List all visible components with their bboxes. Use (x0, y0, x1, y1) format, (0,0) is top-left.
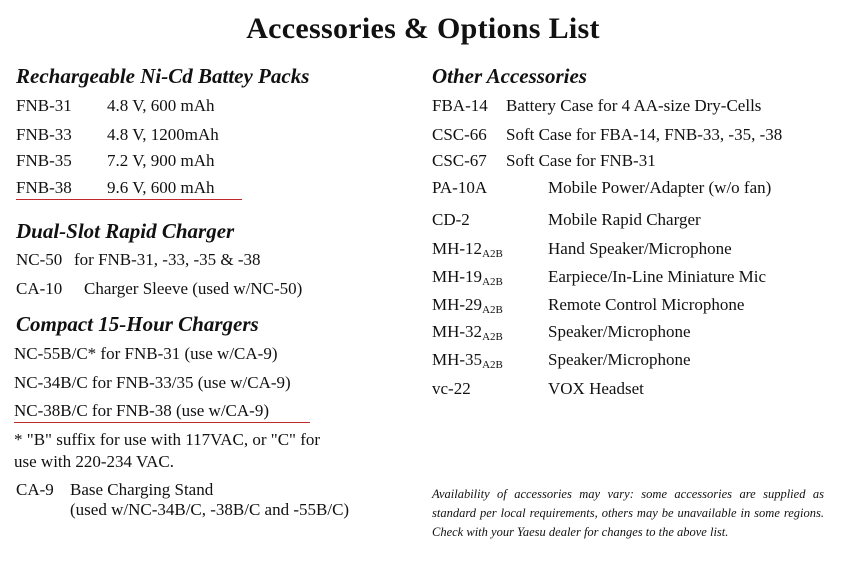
availability-note: Availability of accessories may vary: some accessories are supplied as standard per local requirements, others may be unavailable in some regions. Check with your Yaesu dealer for changes to the above list. (432, 487, 824, 539)
dual-charger-desc: for FNB-31, -33, -35 & -38 (74, 250, 261, 269)
accessory-desc: Earpiece/In-Line Miniature Mic (548, 267, 767, 286)
dual-charger-heading: Dual-Slot Rapid Charger (16, 219, 235, 243)
page-title: Accessories & Options List (246, 12, 600, 45)
accessory-model (432, 238, 503, 265)
accessory-model-base: MH-12 (432, 239, 483, 258)
accessory-desc: Speaker/Microphone (548, 322, 691, 341)
compact-charger-text: NC-55B/C* for FNB-31 (use w/CA-9) (14, 344, 278, 363)
accessory-desc: Mobile Rapid Charger (548, 210, 701, 229)
accessory-model (432, 321, 503, 348)
accessory-model-suffix: A2B (482, 331, 503, 343)
accessory-model: CSC-67 (432, 151, 487, 170)
compact-charger-row (14, 400, 310, 423)
other-accessories-heading: Other Accessories (432, 64, 587, 88)
battery-spec: 7.2 V, 900 mAh (107, 151, 215, 170)
accessory-model-base: MH-35 (432, 350, 483, 369)
accessory-model-suffix: A2B (482, 304, 503, 316)
charging-stand-desc: Base Charging Stand (70, 480, 214, 499)
battery-model: FNB-33 (16, 125, 72, 144)
accessory-model-suffix: A2B (482, 276, 503, 288)
battery-spec: 4.8 V, 1200mAh (107, 125, 219, 144)
battery-spec: 4.8 V, 600 mAh (107, 96, 215, 115)
accessory-model: vc-22 (432, 379, 471, 398)
voltage-footnote-line1: * "B" suffix for use with 117VAC, or "C" for (14, 430, 321, 449)
accessory-model (432, 294, 503, 321)
accessory-model (432, 266, 503, 293)
accessory-model-suffix: A2B (482, 248, 503, 260)
battery-spec: 9.6 V, 600 mAh (107, 178, 215, 197)
accessory-desc: VOX Headset (548, 379, 644, 398)
accessory-desc: Speaker/Microphone (548, 350, 691, 369)
charging-stand-usage-text: (used w/NC-34B/C, -38B/C and -55B/C) (70, 500, 350, 519)
battery-model: FNB-35 (16, 151, 72, 170)
accessory-desc: Mobile Power/Adapter (w/o fan) (548, 178, 772, 197)
battery-heading: Rechargeable Ni-Cd Battey Packs (16, 64, 310, 88)
accessory-model-base: MH-29 (432, 295, 483, 314)
accessory-model (432, 349, 503, 376)
dual-charger-model: CA-10 (16, 279, 63, 298)
dual-charger-desc: Charger Sleeve (used w/NC-50) (84, 279, 303, 298)
dual-charger-model: NC-50 (16, 250, 63, 269)
battery-model: FNB-31 (16, 96, 72, 115)
battery-model: FNB-38 (16, 178, 72, 197)
accessory-desc: Hand Speaker/Microphone (548, 239, 732, 258)
compact-charger-text: NC-34B/C for FNB-33/35 (use w/CA-9) (14, 373, 291, 392)
accessory-desc: Remote Control Microphone (548, 295, 745, 314)
accessory-model: FBA-14 (432, 96, 488, 115)
accessory-model-base: MH-19 (432, 267, 483, 286)
accessory-model: CD-2 (432, 210, 470, 229)
compact-charger-heading: Compact 15-Hour Chargers (16, 312, 259, 336)
accessory-model: PA-10A (432, 178, 488, 197)
compact-charger-text: NC-38B/C for FNB-38 (use w/CA-9) (14, 401, 269, 420)
voltage-footnote-line2: use with 220-234 VAC. (14, 452, 174, 471)
accessory-model-base: MH-32 (432, 322, 483, 341)
accessory-desc: Battery Case for 4 AA-size Dry-Cells (506, 96, 762, 115)
accessory-model: CSC-66 (432, 125, 487, 144)
accessory-model-suffix: A2B (482, 359, 503, 371)
accessory-desc: Soft Case for FBA-14, FNB-33, -35, -38 (506, 125, 783, 144)
charging-stand-model: CA-9 (16, 480, 54, 499)
accessory-desc: Soft Case for FNB-31 (506, 151, 656, 170)
battery-row (16, 177, 242, 200)
